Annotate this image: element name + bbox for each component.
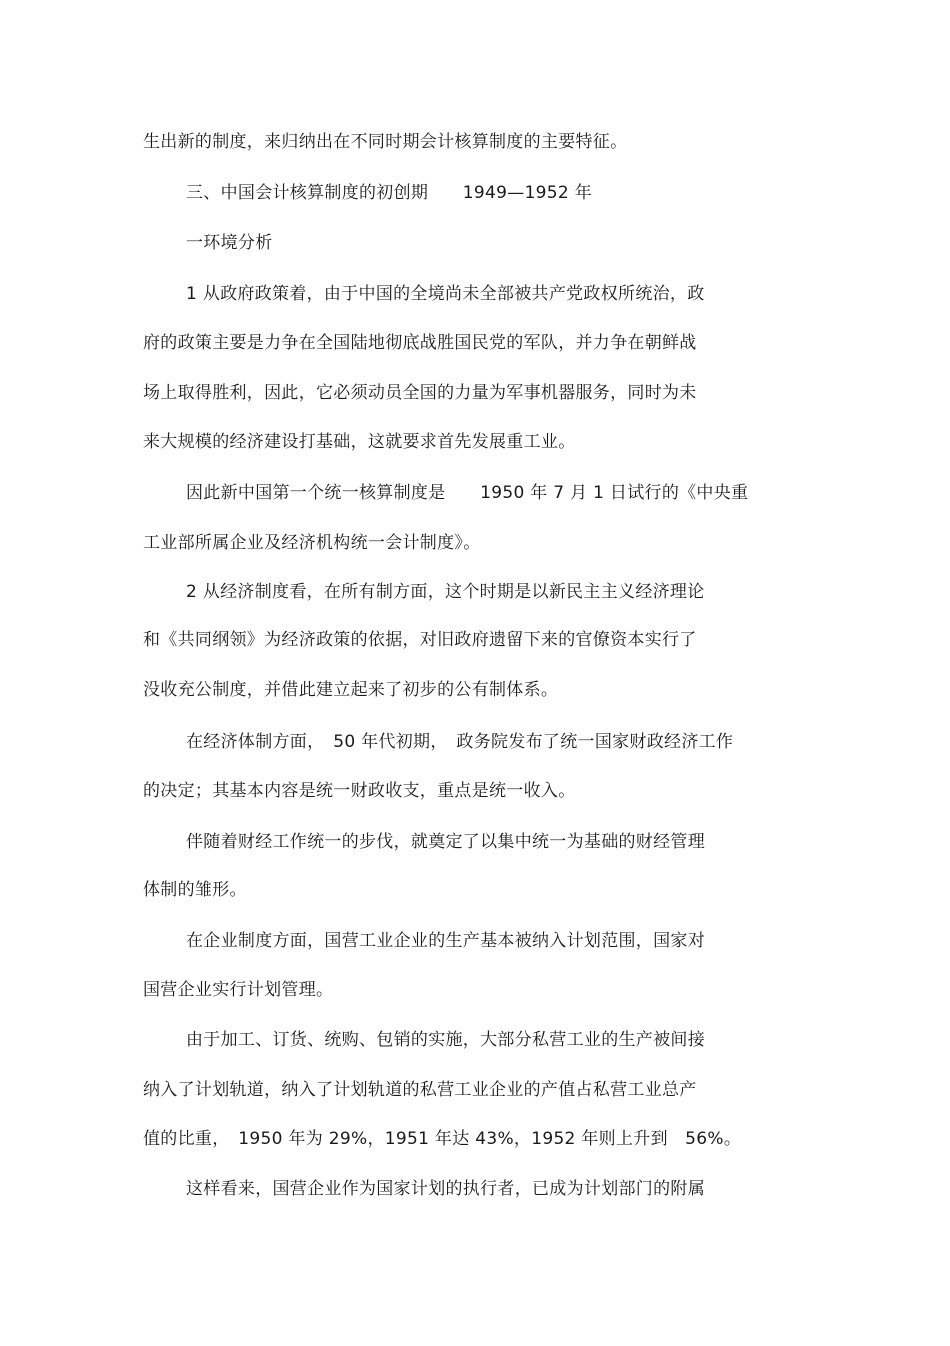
section-heading: 三、中国会计核算制度的初创期 1949—1952 年 (186, 183, 593, 203)
text-line: 纳入了计划轨道，纳入了计划轨道的私营工业企业的产值占私营工业总产 (143, 1080, 697, 1100)
text-line: 场上取得胜利，因此，它必须动员全国的力量为军事机器服务，同时为未 (143, 383, 697, 403)
text-line: 府的政策主要是力争在全国陆地彻底战胜国民党的军队，并力争在朝鲜战 (143, 333, 697, 353)
text-line: 1 从政府政策着，由于中国的全境尚未全部被共产党政权所统治，政 (186, 284, 705, 304)
text-line: 国营企业实行计划管理。 (143, 980, 334, 1000)
text-line: 值的比重， 1950 年为 29%，1951 年达 43%，1952 年则上升到 56%。 (143, 1129, 742, 1149)
text-line: 工业部所属企业及经济机构统一会计制度》。 (143, 533, 481, 553)
text-line: 2 从经济制度看，在所有制方面，这个时期是以新民主主义经济理论 (186, 582, 705, 602)
text-line: 在企业制度方面，国营工业企业的生产基本被纳入计划范围，国家对 (186, 931, 705, 951)
text-line: 伴随着财经工作统一的步伐，就奠定了以集中统一为基础的财经管理 (186, 832, 705, 852)
text-line: 生出新的制度，来归纳出在不同时期会计核算制度的主要特征。 (143, 132, 628, 152)
text-line: 的决定；其基本内容是统一财政收支，重点是统一收入。 (143, 781, 576, 801)
subsection-heading: 一环境分析 (186, 233, 273, 253)
text-line: 来大规模的经济建设打基础，这就要求首先发展重工业。 (143, 432, 576, 452)
text-line: 由于加工、订货、统购、包销的实施，大部分私营工业的生产被间接 (186, 1030, 705, 1050)
text-line: 这样看来，国营企业作为国家计划的执行者，已成为计划部门的附属 (186, 1179, 705, 1199)
text-line: 在经济体制方面， 50 年代初期， 政务院发布了统一国家财政经济工作 (186, 732, 734, 752)
text-line: 体制的雏形。 (143, 880, 247, 900)
text-line: 和《共同纲领》为经济政策的依据，对旧政府遗留下来的官僚资本实行了 (143, 630, 697, 650)
text-line: 没收充公制度，并借此建立起来了初步的公有制体系。 (143, 680, 559, 700)
text-line: 因此新中国第一个统一核算制度是 1950 年 7 月 1 日试行的《中央重 (186, 483, 749, 503)
